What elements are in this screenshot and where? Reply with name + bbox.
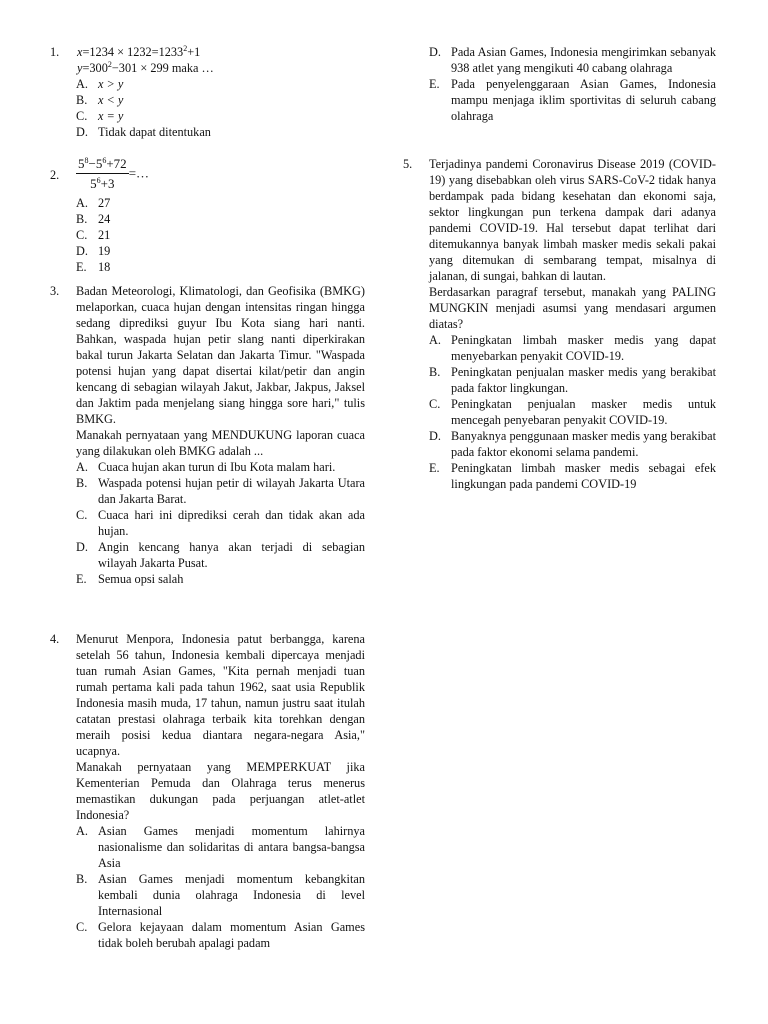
question-number: 1. xyxy=(50,45,60,59)
question-5 xyxy=(403,156,716,492)
option-b[interactable]: B. 24 xyxy=(76,212,111,226)
fraction xyxy=(76,155,129,192)
option-e[interactable]: E. Peningkatan limbah masker medis sebagai efek lingkungan pada pandemi COVID-19 xyxy=(429,461,716,491)
option-list xyxy=(76,459,365,587)
option-d[interactable]: D. Angin kencang hanya akan terjadi di sebagian wilayah Jakarta Pusat. xyxy=(76,540,365,570)
option-c[interactable]: C. Peningkatan penjualan masker medis untuk mencegah penyebaran penyakit COVID-19. xyxy=(429,397,716,427)
option-c[interactable]: C. x = y xyxy=(76,109,124,123)
question-prompt: Manakah pernyataan yang MENDUKUNG laporan cuaca yang dilakukan oleh BMKG adalah ... xyxy=(76,428,365,458)
option-d[interactable]: D. Tidak dapat ditentukan xyxy=(76,125,211,139)
q1-equation-x: $x=1234 \times 1232=1233^2+1$ xyxy=(77,44,201,59)
option-list xyxy=(76,823,365,951)
question-number: 4. xyxy=(50,632,60,646)
option-a[interactable]: A. Peningkatan limbah masker medis yang dapat menyebarkan penyakit COVID-19. xyxy=(429,333,716,363)
question-number: 3. xyxy=(50,284,60,298)
question-3 xyxy=(50,283,365,631)
option-list xyxy=(76,195,365,275)
question-2 xyxy=(50,155,365,283)
option-a[interactable]: A. x > y xyxy=(76,77,124,91)
question-number: 5. xyxy=(403,157,413,171)
question-number: 2. xyxy=(50,168,60,182)
option-c[interactable]: C. Gelora kejayaan dalam momentum Asian Games tidak boleh berubah apalagi padam xyxy=(76,920,365,950)
question-4 xyxy=(50,631,365,951)
option-list xyxy=(429,332,716,492)
option-b[interactable]: B. Waspada potensi hujan petir di wilayah Jakarta Utara dan Jakarta Barat. xyxy=(76,476,365,506)
option-b[interactable]: B. Asian Games menjadi momentum kebangkitan kembali dunia olahraga Indonesia di level Internasional xyxy=(76,872,365,918)
option-b[interactable]: B. Peningkatan penjualan masker medis yang berakibat pada faktor lingkungan. xyxy=(429,365,716,395)
question-paragraph: Terjadinya pandemi Coronavirus Disease 2019 (COVID-19) yang disebabkan oleh virus SARS-CoV-2 tidak hanya berdampak pada bidang kesehatan dan ekonomi saja, sektor lingkungan pun terkena dampak dari adanya pandemi COVID-19. Hal tersebut dapat terlihat dari ditemukannya banyak limbah masker medis sekali pakai yang ditemukan di sembarang tempat, misalnya di jalanan, di sungai, bahkan di lautan. xyxy=(429,157,716,283)
q2-fraction-expression: $\frac{5^8-5^6+72}{5^6+3}$ =… xyxy=(78,156,150,191)
option-e[interactable]: E. 18 xyxy=(76,260,111,274)
option-a[interactable]: A. 27 xyxy=(76,196,111,210)
right-column xyxy=(403,44,716,492)
option-c[interactable]: C. 21 xyxy=(76,228,111,242)
fraction-numerator: $5^8-5^6+72$ xyxy=(76,155,129,174)
option-d[interactable]: D. Banyaknya penggunaan masker medis yang berakibat pada faktor ekonomi selama pandemi. xyxy=(429,429,716,459)
option-d[interactable]: D. Pada Asian Games, Indonesia mengirimkan sebanyak 938 atlet yang mengikuti 40 cabang olahraga xyxy=(429,45,716,75)
option-c[interactable]: C. Cuaca hari ini diprediksi cerah dan tidak akan ada hujan. xyxy=(76,508,365,538)
option-list xyxy=(429,44,716,124)
option-a[interactable]: A. Asian Games menjadi momentum lahirnya nasionalisme dan solidaritas di antara bangsa-bangsa Asia xyxy=(76,824,365,870)
option-list xyxy=(76,76,365,140)
question-1 xyxy=(50,44,365,155)
option-d[interactable]: D. 19 xyxy=(76,244,111,258)
question-4-continued xyxy=(403,44,716,156)
left-column xyxy=(50,44,365,951)
q1-equation-y: $y=300^2-301 \times 299$ maka … xyxy=(77,60,214,75)
question-paragraph: Menurut Menpora, Indonesia patut berbangga, karena setelah 56 tahun, Indonesia kembali dipercaya menjadi tuan rumah Asian Games, "Kita pernah menjadi tuan rumah pertama kali pada tahun 1962, saat usia Republik Indonesia masih muda, 17 tahun, namun justru saat itulah catatan prestasi olahraga terbaik kita torehkan dengan meraih posisi kedua diantara negara-negara Asia," ucapnya. xyxy=(76,632,365,758)
question-prompt: Berdasarkan paragraf tersebut, manakah yang PALING MUNGKIN menjadi asumsi yang mendasari argumen diatas? xyxy=(429,285,716,331)
option-b[interactable]: B. x < y xyxy=(76,93,124,107)
fraction-denominator: $5^6+3$ xyxy=(90,176,115,191)
option-e[interactable]: E. Semua opsi salah xyxy=(76,572,184,586)
question-paragraph: Badan Meteorologi, Klimatologi, dan Geofisika (BMKG) melaporkan, cuaca hujan dengan intensitas ringan hingga sedang diprediksi guyur Ibu Kota siang hari nanti. Bahkan, waspada hujan petir slang nanti diperkirakan bakal turun Jakarta Selatan dan Jakarta Timur. "Waspada potensi hujan yang dapat disertai kilat/petir dan angin kencang di sebagian wilayah Jakut, Jakbar, Jakpus, Jaksel dan Jaktim pada menjelang siang hingga sore hari," tulis BMKG. xyxy=(76,284,365,426)
option-e[interactable]: E. Pada penyelenggaraan Asian Games, Indonesia mampu menjaga iklim sportivitas di seluruh cabang olahraga xyxy=(429,77,716,123)
question-prompt: Manakah pernyataan yang MEMPERKUAT jika Kementerian Pemuda dan Olahraga terus menerus memastikan dukungan pada perjuangan atlet-atlet Indonesia? xyxy=(76,760,365,822)
option-a[interactable]: A. Cuaca hujan akan turun di Ibu Kota malam hari. xyxy=(76,460,336,474)
